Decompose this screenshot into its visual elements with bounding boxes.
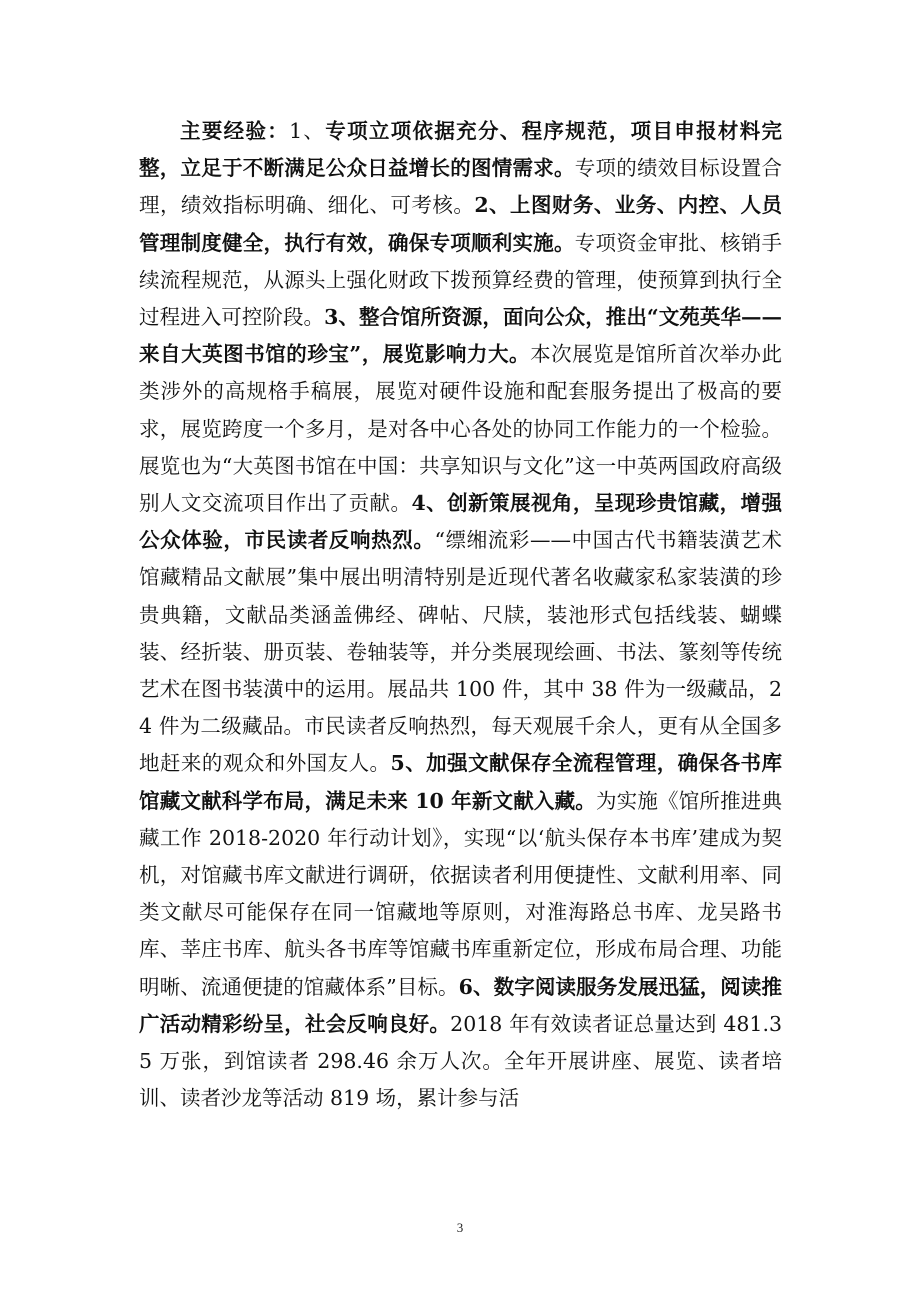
text-run: 专项的绩效目标设置合理，绩效指标明确、细化、可考核。 — [139, 156, 782, 218]
text-run: 3、整合馆所资源，面向公众，推出“文苑英华——来自大英图书馆的珍宝”，展览影响力大。 — [139, 305, 783, 367]
text-run: “缥缃流彩——中国古代书籍装潢艺术馆藏精品文献展”集中展出明清特别是近现代著名收藏家私家装潢的珍贵典籍，文献品类涵盖佛经、碑帖、尺牍，装池形式包括线装、蝴蝶装、经折装、册页装、卷轴装等，并分类展现绘画、书法、篆刻等传统艺术在图书装潢中的运用。展品共 100 件，其中 38 件为一级藏品，24 件为二级藏品。市民读者反响热烈，每天观展千余人，更有从全国多地赶来的观众和外国友人。 — [139, 528, 783, 776]
paragraph — [139, 113, 782, 1117]
text-run: 2018 年有效读者证总量达到 481.35 万张，到馆读者 298.46 余万人次。全年开展讲座、展览、读者培训、读者沙龙等活动 819 场，累计参与活 — [139, 1011, 782, 1111]
text-run: 6、数字阅读服务发展迅猛，阅读推广活动精彩纷呈，社会反响良好。 — [139, 974, 783, 1036]
text-run: 2、上图财务、业务、内控、人员管理制度健全，执行有效，确保专项顺利实施。 — [139, 193, 783, 255]
text-run: 5、加强文献保存全流程管理，确保各书库馆藏文献科学布局，满足未来 10 年新文献入藏。 — [139, 751, 783, 813]
text-run: 4、创新策展视角，呈现珍贵馆藏，增强公众体验，市民读者反响热烈。 — [139, 491, 782, 553]
text-run: 专项立项依据充分、程序规范，项目申报材料完整，立足于不断满足公众日益增长的图情需求。 — [139, 119, 783, 181]
text-run: 本次展览是馆所首次举办此类涉外的高规格手稿展，展览对硬件设施和配套服务提出了极高的要求，展览跨度一个多月，是对各中心各处的协同工作能力的一个检验。展览也为“大英图书馆在中国：共享知识与文化”这一中英两国政府高级别人文交流项目作出了贡献。 — [139, 342, 783, 516]
text-run: 主要经验： — [180, 119, 290, 143]
text-run: 为实施《馆所推进典藏工作 2018-2020 年行动计划》，实现“以‘航头保存本书库’建成为契机，对馆藏书库文献进行调研，依据读者利用便捷性、文献利用率、同类文献尽可能保存在同一馆藏地等原则，对淮海路总书库、龙吴路书库、莘庄书库、航头各书库等馆藏书库重新定位，形成布局合理、功能明晰、流通便捷的馆藏体系”目标。 — [139, 788, 783, 999]
text-run: 专项资金审批、核销手续流程规范，从源头上强化财政下拨预算经费的管理，使预算到执行全过程进入可控阶段。 — [139, 230, 782, 330]
page-number: 3 — [456, 1220, 464, 1235]
body-text — [139, 113, 782, 1117]
text-run: 1、 — [289, 119, 326, 143]
